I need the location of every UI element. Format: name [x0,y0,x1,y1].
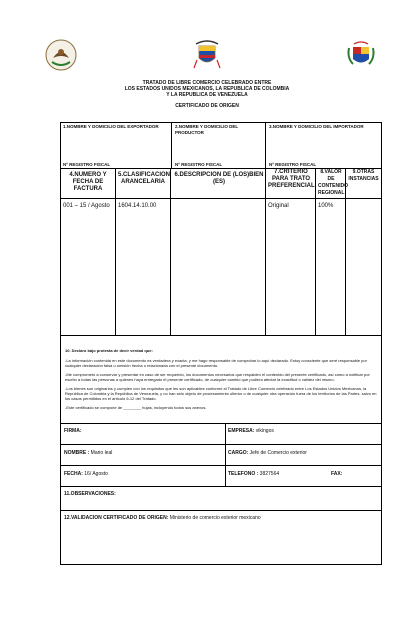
tariff-value[interactable]: 1604.14.10.00 [118,203,157,209]
cargo-value[interactable]: Jefe de Comercio exterior [249,450,307,456]
criterion-value[interactable]: Original [268,203,289,209]
treaty-line-3: Y LA REPUBLICA DE VENEZUELA [166,92,248,98]
fecha-label: FECHA: [64,471,83,477]
colombia-seal-icon [190,38,224,72]
col-value-header: 8.VALOR DE CONTENIDO REGIONAL [318,169,348,196]
treaty-line-1: TRATADO DE LIBRE COMERCIO CELEBRADO ENTRE [142,80,272,86]
exporter-tax-id[interactable]: Nº REGISTRO FISCAL [63,162,111,167]
col-tariff-header: 5.CLASIFICACION ARANCELARIA [118,172,171,185]
declaration-paragraph-1: -La información contenida en este documento es verdadera y exacta, y me hago responsable de comprobar lo aquí declarado. Estoy consciente que seré responsable por cualquier declaración falsa u omisión hecha o relacionada con el presente documento. [65,358,367,368]
telefono-value[interactable]: 3827564 [259,471,280,477]
declaration-section [60,336,382,423]
exporter-field-label: 1.NOMBRE Y DOMICILIO DEL EXPORTADOR [63,124,159,129]
telefono-label: TELEFONO : [228,471,259,477]
col-description-header: 6.DESCRIPCION DE (LOS)BIEN (ES) [174,172,264,185]
fecha-value[interactable]: 16/ Agosto [84,471,108,477]
certificate-title: CERTIFICADO DE ORIGEN [175,103,239,109]
importer-tax-id[interactable]: Nº REGISTRO FISCAL [269,162,317,167]
invoice-value[interactable]: 001 – 15 / Agosto [63,203,110,209]
declaration-paragraph-2: -Me comprometo a conservar y presentar en caso de ser requerido, los documentos necesarios que respalden el contenido del presente certificado, así como a notificar por escrito a todas las personas a quienes haya entregado el presente certificado, de cualquier cambio que pudiera afectar la exactitud o validez del mismo. [65,372,370,382]
cargo-label: CARGO: [228,450,249,456]
declaration-paragraph-4: -Este certificado se compone de ________ hojas, incluyendo todos sus anexos. [65,405,207,410]
empresa-value[interactable]: vikingos [255,428,274,434]
mexico-seal-icon [44,38,78,72]
declaration-title: 10. Declaro bajo protesta de decir verdad que: [65,348,153,353]
validacion-label: 12.VALIDACION CERTIFICADO DE ORIGEN: [64,515,169,521]
col-invoice-header: 4.NUMERO Y FECHA DE FACTURA [69,172,107,192]
validacion-value[interactable]: Ministerio de comercio exterior mexicano [169,515,261,521]
certificate-grid [60,122,382,336]
firma-label: FIRMA: [64,428,82,434]
fax-label: FAX: [331,471,343,477]
treaty-title [0,80,414,98]
observaciones-label: 11.OBSERVACIONES: [64,491,116,497]
regional-value[interactable]: 100% [318,203,334,209]
importer-field-label: 3.NOMBRE Y DOMICILIO DEL IMPORTADOR [269,124,364,129]
venezuela-seal-icon [344,38,378,72]
treaty-line-2: LOS ESTADOS UNIDOS MEXICANOS, LA REPUBLICA DE COLOMBIA [124,86,290,92]
signature-table [60,423,382,565]
producer-field-label: 2.NOMBRE Y DOMICILIO DEL PRODUCTOR [175,124,239,135]
nombre-label: NOMBRE : [64,450,90,456]
col-criterion-header: 7.CRITERIO PARA TRATO PREFERENCIAL [268,169,315,189]
producer-tax-id[interactable]: Nº REGISTRO FISCAL [175,162,223,167]
empresa-label: EMPRESA: [228,428,255,434]
col-other-header: 9.OTRAS INSTANCIAS [348,169,379,182]
declaration-paragraph-3: -Los bienes son originarios y cumplen con los requisitos que les son aplicables conforme al Tratado de Libre Comercio celebrado entre Los Estados Unidos Mexicanos, la República de Colombia y la República de Venezuela, y no han sido objeto de procesamiento ulterior o de cualquier otra operación fuera de los territorios de las Partes, salvo en los casos permitidos en el artículo 6-12 del Tratado. [65,386,377,401]
nombre-value[interactable]: Mario leal [90,450,113,456]
